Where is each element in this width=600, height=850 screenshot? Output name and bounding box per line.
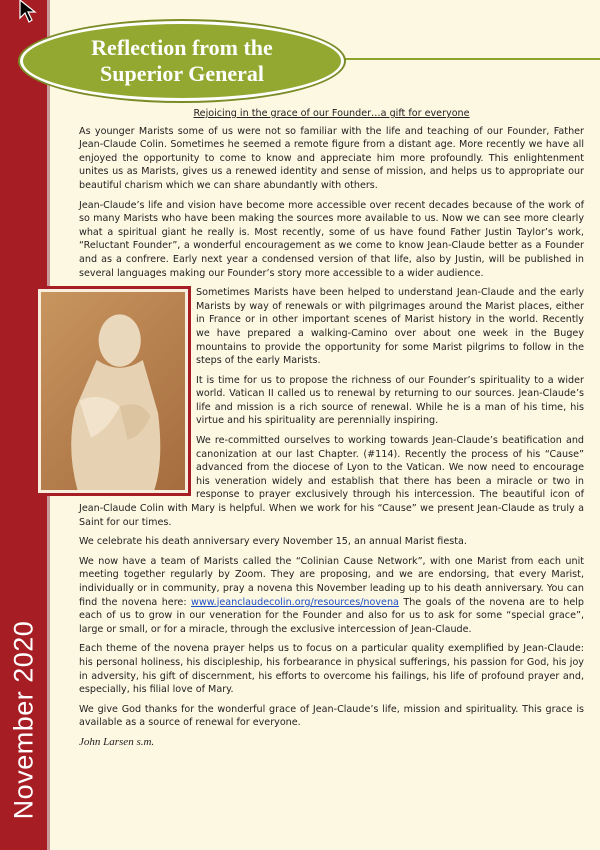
statue-image <box>41 292 185 490</box>
title-divider <box>336 58 600 60</box>
paragraph: As younger Marists some of us were not so familiar with the life and teaching of our Founder, Father Jean-Claude Colin. Sometimes he seemed a remote figure from a distant age. More recently we have all enjoyed the opportunity to come to know and appreciate him more profoundly. This enlightenment unites us as Marists, gives us a renewed identity and sense of mission, and helps us to appropriate our beautiful charism which we can share abundantly with others. <box>79 125 584 191</box>
paragraph: Jean-Claude’s life and vision have become more accessible over recent decades because of the work of so many Marists who have been making the sources more available to us. Now we can see more clearly what a spiritual giant he really is. Most recently, some of us have found Father Justin Taylor’s work, “Reluctant Founder”, a wonderful encouragement as we come to know Jean-Claude better as a Founder and as a confrere. Early next year a condensed version of that life, also by Justin, will be published in several languages making our Founder’s story more accessible to a wider audience. <box>79 199 584 279</box>
signature: John Larsen s.m. <box>79 735 155 748</box>
title-line-1: Reflection from the <box>91 35 273 60</box>
paragraph: We celebrate his death anniversary every November 15, an annual Marist fiesta. <box>79 536 467 548</box>
paragraph: We give God thanks for the wonderful grace of Jean-Claude’s life, mission and spirituality. This grace is available as a source of renewal for everyone. <box>79 703 584 729</box>
novena-text-after: The goals of the novena are to help each of us to grow in our veneration for the Founder and also for us to ask for some “special grace”, large or small, or for a miracle, through the exclusive intercession of Jean-Claude. <box>79 596 585 635</box>
title-banner <box>20 21 344 101</box>
statue-silhouette <box>41 292 185 490</box>
issue-date: November 2020 <box>8 620 39 820</box>
paragraph-novena <box>79 555 584 637</box>
novena-link[interactable]: www.jeanclaudecolin.org/resources/novena <box>191 596 399 608</box>
paragraph: We re-committed ourselves to working towards Jean-Claude’s beatification and canonization at our last Chapter. (#114). Recently the process of his “Cause” advanced from the diocese of Lyon to the Vatican. We now need to encourage his veneration widely and establish that there has been a miracle or two in response to prayer exclusively through his intercession. The beautiful icon of Jean-Claude Colin with Mary is helpful. When we work for his “Cause” we present Jean-Claude as truly a Saint for our times. <box>79 435 584 528</box>
paragraph: Each theme of the novena prayer helps us to focus on a particular quality exemplified by Jean-Claude: his personal holiness, his discipleship, his forbearance in physical sufferings, his passion for God, his joy in adversity, his gift of discernment, his efforts to overcome his failings, his life of profound prayer and, especially, his filial love of Mary. <box>79 643 584 696</box>
article-body <box>79 107 584 750</box>
founder-statue-photo <box>35 286 191 496</box>
mouse-pointer-icon <box>18 0 46 24</box>
page-title <box>77 35 287 87</box>
novena-text-before: We now have a team of Marists called the “Colinian Cause Network”, with one Marist from each unit meeting together regularly by Zoom. They are proposing, and we are endorsing, that every Marist, individually or in community, pray a novena this November leading up to his death anniversary. You can find the novena here: <box>79 555 584 608</box>
title-line-2: Superior General <box>100 61 264 86</box>
article-subtitle: Rejoicing in the grace of our Founder…a gift for everyone <box>193 108 470 119</box>
paragraph: Sometimes Marists have been helped to understand Jean-Claude and the early Marists by way of renewals or with pilgrimages around the Marist places, either in France or in other important scenes of Marist history in the world. Recently we have prepared a walking-Camino over about one week in the Bugey mountains to provide the opportunity for some Marist pilgrims to follow in the steps of the early Marists. <box>196 287 584 367</box>
paragraph: It is time for us to propose the richness of our Founder’s spirituality to a wider world. Vatican II called us to renewal by returning to our sources. Jean-Claude’s life and mission is a rich source of renewal. While he is a man of his time, his virtue and his spirituality are perennially inspiring. <box>196 374 584 427</box>
